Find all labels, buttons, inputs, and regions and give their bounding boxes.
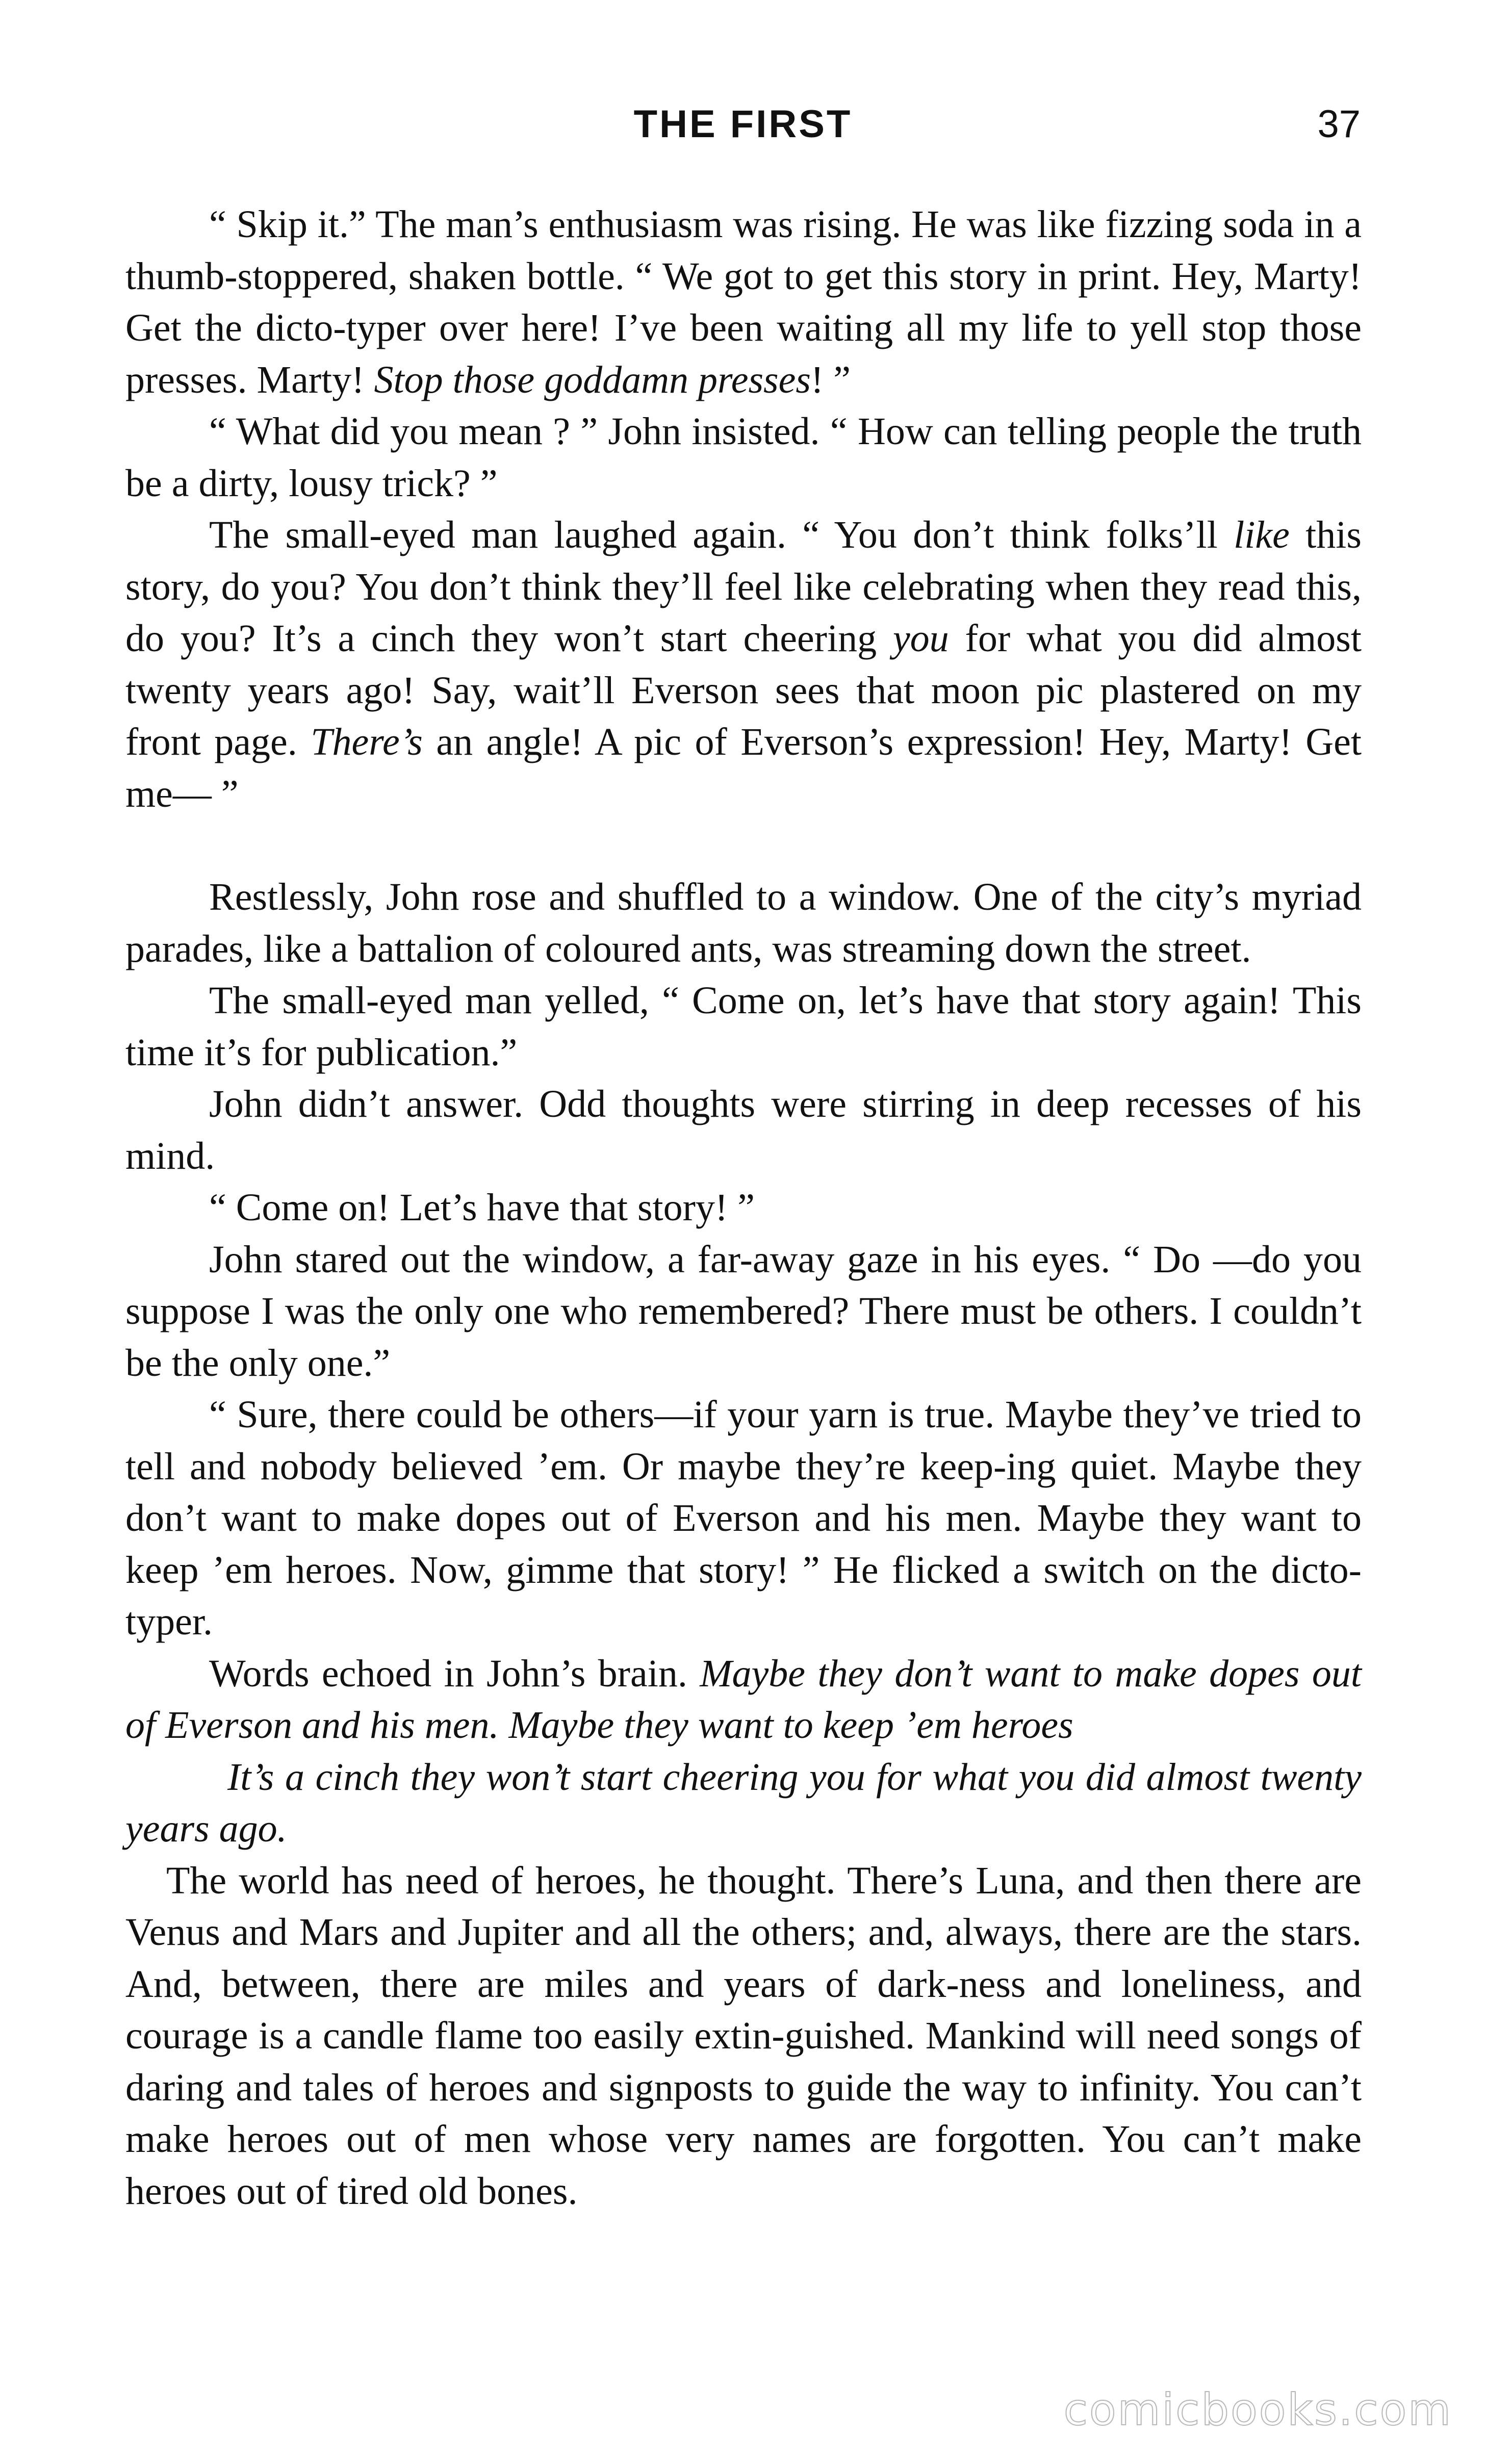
paragraph [125,509,1362,820]
page-number: 37 [1317,102,1361,146]
paragraph [125,1752,1362,1855]
italic-text: Stop those goddamn presses [374,358,811,401]
text-run: “ What did you mean ? ” John insisted. “ How can telling people the truth be a dirty, lousy trick? ” [125,410,1362,505]
italic-text: Maybe they don’t want to make dopes out of Everson and his men. Maybe they want to keep ’em heroes [125,1652,1362,1747]
body-text [125,199,1362,2217]
text-run: “ Sure, there could be others—if your yarn is true. Maybe they’ve tried to tell and nobody believed ’em. Or maybe they’re keep-ing quiet. Maybe they don’t want to make dopes out of Everson and his men. Maybe they want to keep ’em heroes. Now, gimme that story! ” He flicked a switch on the dicto-typer. [125,1393,1362,1643]
paragraph [125,406,1362,509]
watermark: comicbooks.com [1063,2384,1452,2435]
page-header [125,102,1361,158]
text-run: The small-eyed man yelled, “ Come on, let’s have that story again! This time it’s for publication.” [125,979,1362,1074]
italic-text: It’s a cinch they won’t start cheering you for what you did almost twenty years ago. [125,1755,1362,1850]
paragraph [125,1182,1362,1234]
text-run: this story, do you? You don’t think they’ll feel like celebrating when they read this, do you? It’s a cinch they won’t start cheering [125,514,1362,660]
italic-text: There’s [311,721,423,763]
text-run: Words echoed in John’s brain. [209,1652,700,1695]
text-run: an angle! A pic of Everson’s expression! Hey, Marty! Get me— ” [125,721,1362,815]
running-title: THE FIRST [633,102,853,146]
text-run: ! ” [810,358,851,401]
paragraph [125,1389,1362,1648]
text-run: Restlessly, John rose and shuffled to a window. One of the city’s myriad parades, like a battalion of coloured ants, was streaming down the street. [125,876,1362,970]
text-run: John didn’t answer. Odd thoughts were stirring in deep recesses of his mind. [125,1083,1362,1177]
paragraph [125,975,1362,1079]
text-run: “ Skip it.” The man’s enthusiasm was rising. He was like fizzing soda in a thumb-stoppered, shaken bottle. “ We got to get this story in print. Hey, Marty! Get the dicto-typer over here! I’ve been waiting all my life to yell stop those presses. Marty! [125,203,1362,401]
paragraph [125,1648,1362,1752]
paragraph [125,1079,1362,1182]
text-run: John stared out the window, a far-away gaze in his eyes. “ Do —do you suppose I was the only one who remembered? There must be others. I couldn’t be the only one.” [125,1238,1362,1384]
text-run: The world has need of heroes, he thought. There’s Luna, and then there are Venus and Mars and Jupiter and all the others; and, always, there are the stars. And, between, there are miles and years of dark-ness and loneliness, and courage is a candle flame too easily extin-guished. Mankind will need songs of daring and tales of heroes and signposts to guide the way to infinity. You can’t make heroes out of men whose very names are forgotten. You can’t make heroes out of tired old bones. [125,1859,1362,2213]
italic-text: like [1234,514,1290,556]
paragraph [125,199,1362,406]
paragraph [125,1234,1362,1390]
paragraph [125,1855,1362,2218]
text-run: The small-eyed man laughed again. “ You don’t think folks’ll [209,514,1234,556]
italic-text: you [892,617,949,660]
text-run: for what you did almost twenty years ago! Say, wait’ll Everson sees that moon pic plastered on my front page. [125,617,1362,763]
paragraph [125,871,1362,975]
text-run: “ Come on! Let’s have that story! ” [209,1186,755,1229]
